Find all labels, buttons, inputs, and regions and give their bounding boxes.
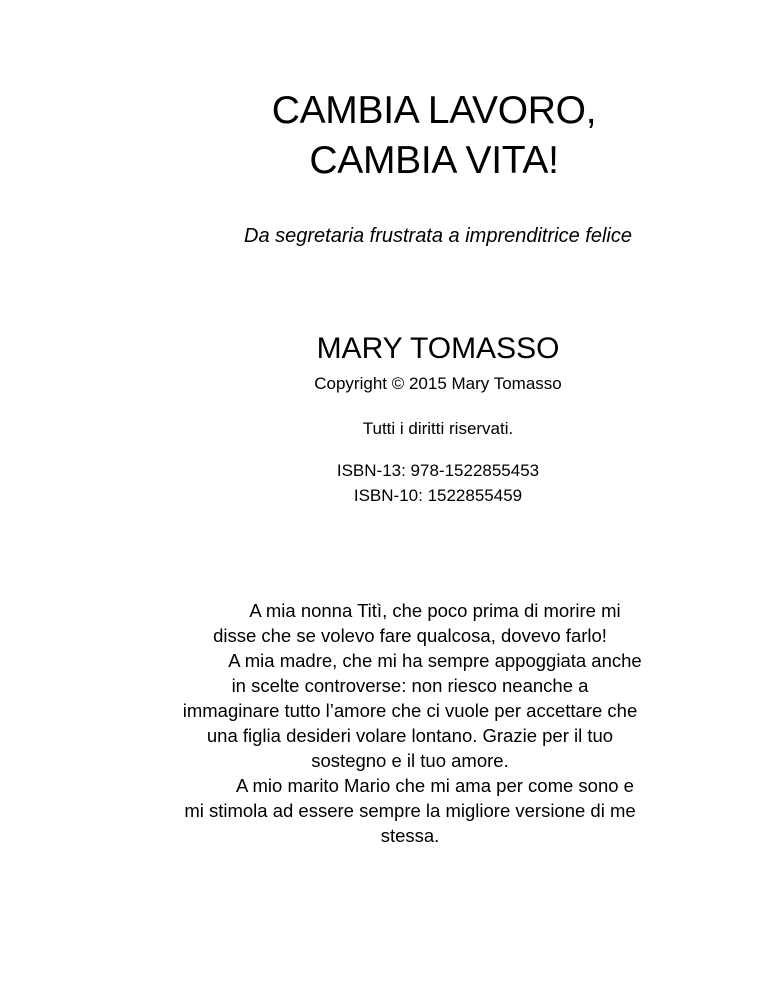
dedication-line: una figlia desideri volare lontano. Grazie per il tuo: [206, 725, 614, 746]
book-title-line-2: CAMBIA VITA!: [309, 139, 559, 182]
dedication-line: disse che se volevo fare qualcosa, dovevo farlo!: [213, 625, 607, 646]
isbn-10: ISBN-10: 1522855459: [353, 486, 523, 505]
dedication-line: A mia madre, che mi ha sempre appoggiata anche: [228, 650, 642, 671]
dedication-line: in scelte controverse: non riesco neanche a: [231, 675, 589, 696]
dedication-line: A mia nonna Titì, che poco prima di morire mi: [249, 600, 621, 621]
rights-notice: Tutti i diritti riservati.: [362, 419, 514, 438]
book-subtitle: Da segretaria frustrata a imprenditrice felice: [244, 225, 632, 247]
dedication-line: stessa.: [380, 825, 440, 846]
dedication-line: A mio marito Mario che mi ama per come sono e: [236, 775, 634, 796]
isbn-13: ISBN-13: 978-1522855453: [336, 461, 540, 480]
dedication-line: sostegno e il tuo amore.: [311, 750, 509, 771]
book-title-line-1: CAMBIA LAVORO,: [271, 89, 597, 132]
author-name: MARY TOMASSO: [316, 332, 560, 365]
dedication: [0, 598, 768, 848]
copyright-notice: Copyright © 2015 Mary Tomasso: [314, 374, 562, 393]
dedication-line: mi stimola ad essere sempre la migliore versione di me: [184, 800, 636, 821]
dedication-line: immaginare tutto l’amore che ci vuole per accettare che: [182, 700, 638, 721]
